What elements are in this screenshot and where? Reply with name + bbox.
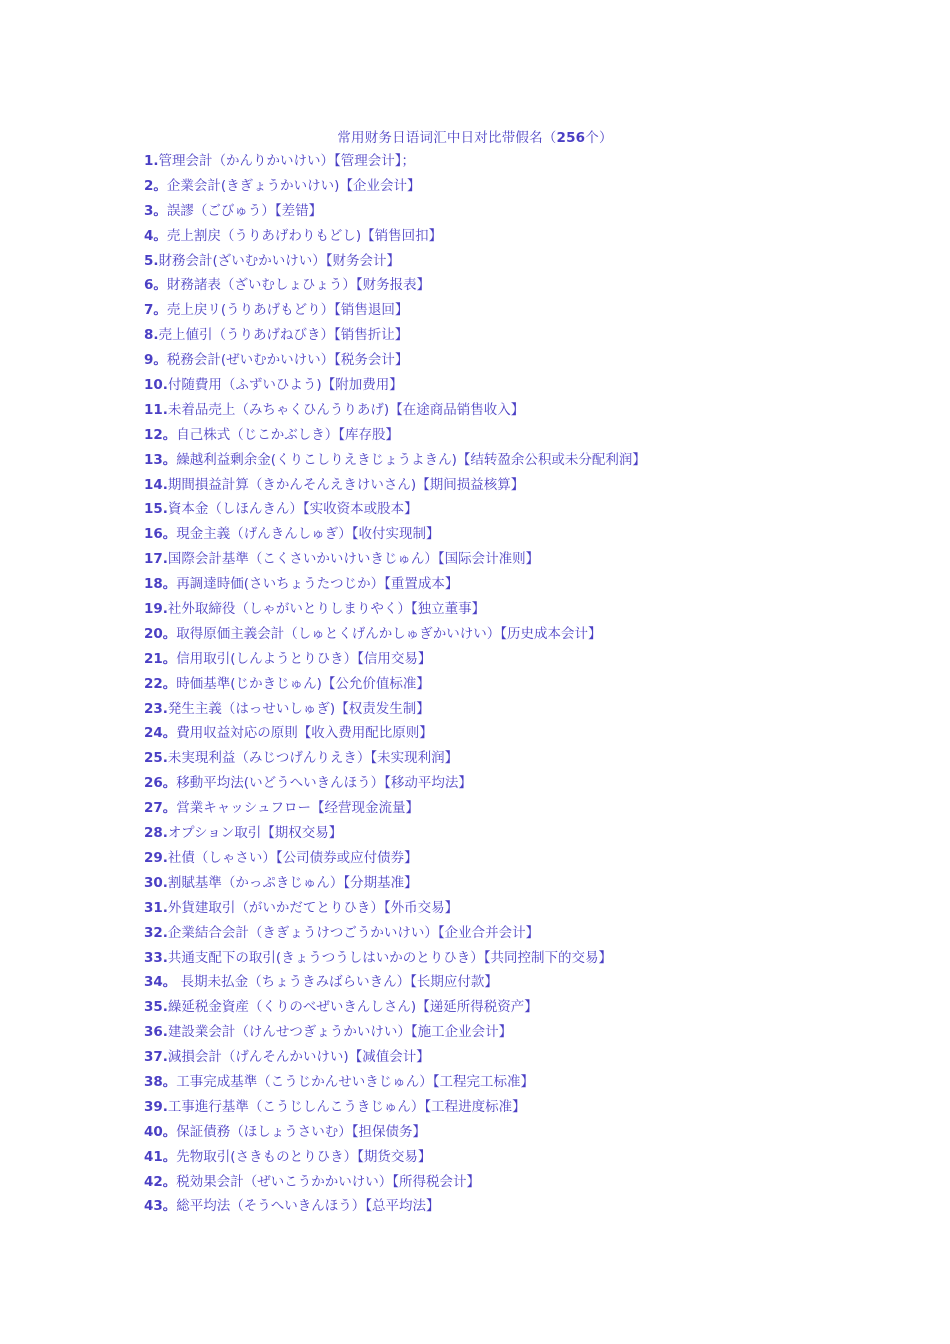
term-number: 19. [144,601,168,618]
list-item [144,948,646,973]
term-text: 売上割戻（うりあげわりもどし)【销售回扣】 [166,227,443,244]
list-item [144,325,646,350]
term-text: 税務会計(ぜいむかいけい）【税务会计】 [166,352,409,369]
list-item [144,201,646,226]
term-text: 売上値引（うりあげねびき）【销售折让】 [158,327,409,344]
term-text: 先物取引(さきものとりひき）【期货交易】 [176,1148,432,1165]
term-number: 29. [144,849,168,866]
list-item [144,848,646,873]
term-text: 外貨建取引（がいかだてとりひき）【外币交易】 [167,899,459,916]
term-number: 7。 [144,302,167,319]
term-number: 27。 [144,800,177,817]
list-item [144,624,646,649]
list-item [144,748,646,773]
term-number: 21。 [144,650,177,667]
term-number: 14. [144,476,168,493]
term-text: 繰延税金資産（くりのべぜいきんしさん)【递延所得税资产】 [167,999,538,1016]
term-number: 11. [144,401,168,418]
list-item [144,475,646,500]
term-number: 13。 [144,451,177,468]
list-item [144,400,646,425]
term-text: 期間損益計算（きかんそんえきけいさん)【期间损益核算】 [167,476,525,493]
term-number: 12。 [144,426,177,443]
term-number: 26。 [144,775,177,792]
list-item [144,873,646,898]
term-number: 15. [144,501,168,518]
term-text: 資本金（しほんきん）【实收资本或股本】 [167,501,418,518]
list-item [144,275,646,300]
term-text: 信用取引(しんようとりひき）【信用交易】 [176,650,432,667]
list-item [144,723,646,748]
term-number: 18。 [144,576,177,593]
list-item [144,773,646,798]
document-title [0,126,950,146]
term-number: 38。 [144,1073,177,1090]
list-item [144,649,646,674]
list-item [144,674,646,699]
term-number: 33. [144,949,168,966]
term-text: 長期未払金（ちょうきみばらいきん）【长期应付款】 [176,974,498,991]
term-number: 4。 [144,227,167,244]
term-number: 2。 [144,177,167,194]
term-number: 6。 [144,277,167,294]
list-item [144,499,646,524]
term-text: 費用収益対応の原則【收入费用配比原则】 [176,725,433,742]
list-item [144,350,646,375]
term-number: 25. [144,750,168,767]
list-item [144,1196,646,1221]
list-item [144,375,646,400]
term-number: 32. [144,924,168,941]
document-title-count: 256 [556,130,586,146]
term-text: 保証債務（ほしょうさいむ）【担保债务】 [176,1123,427,1140]
term-number: 3。 [144,202,167,219]
list-item [144,898,646,923]
list-item [144,699,646,724]
list-item [144,450,646,475]
term-number: 17. [144,551,168,568]
term-text: 未着品売上（みちゃくひんうりあげ)【在途商品销售收入】 [167,401,525,418]
term-text: 国際会計基準（こくさいかいけいきじゅん）【国际会计准则】 [167,551,540,568]
term-text: 財務諸表（ざいむしょひょう）【财务报表】 [166,277,431,294]
term-number: 39. [144,1098,168,1115]
term-text: 社債（しゃさい）【公司债券或应付债券】 [167,849,418,866]
list-item [144,972,646,997]
term-text: 現金主義（げんきんしゅぎ）【收付实现制】 [176,526,440,543]
term-text: 工事進行基準（こうじしんこうきじゅん）【工程进度标准】 [167,1098,526,1115]
document-title-suffix: 个） [585,130,613,146]
term-text: 割賦基準（かっぷきじゅん）【分期基准】 [167,874,418,891]
list-item [144,1122,646,1147]
term-number: 42。 [144,1173,177,1190]
list-item [144,923,646,948]
term-list [144,151,646,1221]
term-text: 未実現利益（みじつげんりえき）【未实现利润】 [167,750,459,767]
term-text: 再調達時価(さいちょうたつじか）【重置成本】 [176,576,459,593]
term-text: 共通支配下の取引(きょうつうしはいかのとりひき）【共同控制下的交易】 [167,949,612,966]
term-number: 34。 [144,974,177,991]
term-text: 発生主義（はっせいしゅぎ)【权责发生制】 [167,700,430,717]
list-item [144,1072,646,1097]
term-number: 30. [144,874,168,891]
list-item [144,549,646,574]
term-number: 31. [144,899,168,916]
term-text: 営業キャッシュフロー【经营现金流量】 [176,800,420,817]
list-item [144,599,646,624]
term-text: 総平均法（そうへいきんほう）【总平均法】 [176,1198,440,1215]
term-text: 自己株式（じこかぶしき）【库存股】 [176,426,400,443]
term-text: 繰越利益剰余金(くりこしりえきじょうよきん)【结转盈余公积或未分配利润】 [176,451,646,468]
list-item [144,1047,646,1072]
list-item [144,1097,646,1122]
term-number: 1. [144,153,159,169]
list-item [144,574,646,599]
term-text: 誤謬（ごびゅう）【差错】 [166,202,323,219]
term-text: 社外取締役（しゃがいとりしまりやく）【独立董事】 [167,601,486,618]
term-text: 工事完成基準（こうじかんせいきじゅん）【工程完工标准】 [176,1073,535,1090]
list-item [144,1147,646,1172]
term-text: 税効果会計（ぜいこうかかいけい）【所得税会计】 [176,1173,481,1190]
term-number: 40。 [144,1123,177,1140]
term-text: 企業会計(きぎょうかいけい)【企业会计】 [166,177,421,194]
term-number: 35. [144,999,168,1016]
term-text: 企業結合会計（きぎょうけつごうかいけい）【企业合并会计】 [167,924,540,941]
term-text: 移動平均法(いどうへいきんほう）【移动平均法】 [176,775,472,792]
term-text: 時価基準(じかきじゅん)【公允价值标准】 [176,675,430,692]
term-number: 8. [144,327,159,344]
term-number: 24。 [144,725,177,742]
term-number: 23. [144,700,168,717]
term-number: 37. [144,1049,168,1066]
list-item [144,226,646,251]
list-item [144,151,646,176]
list-item [144,176,646,201]
term-number: 22。 [144,675,177,692]
term-number: 5. [144,252,159,269]
term-number: 41。 [144,1148,177,1165]
list-item [144,798,646,823]
term-text: 売上戻リ(うりあげもどり）【销售退回】 [166,302,409,319]
term-number: 28. [144,825,168,842]
term-number: 9。 [144,352,167,369]
term-number: 10. [144,377,168,394]
list-item [144,251,646,276]
list-item [144,997,646,1022]
term-text: オプション取引【期权交易】 [167,825,343,842]
term-text: 管理会計（かんりかいけい）【管理会计】； [158,153,416,169]
list-item [144,1022,646,1047]
list-item [144,524,646,549]
list-item [144,823,646,848]
term-text: 建設業会計（けんせつぎょうかいけい）【施工企业会计】 [167,1024,513,1041]
list-item [144,300,646,325]
term-text: 付随費用（ふずいひよう)【附加费用】 [167,377,403,394]
term-text: 減損会計（げんそんかいけい)【减值会计】 [167,1049,430,1066]
term-number: 16。 [144,526,177,543]
term-number: 20。 [144,625,177,642]
term-number: 36. [144,1024,168,1041]
term-number: 43。 [144,1198,177,1215]
term-text: 取得原価主義会計（しゅとくげんかしゅぎかいけい）【历史成本会计】 [176,625,602,642]
list-item [144,425,646,450]
document-title-prefix: 常用财务日语词汇中日对比带假名（ [337,130,557,146]
list-item [144,1172,646,1197]
term-text: 財務会計(ざいむかいけい）【财务会计】 [158,252,401,269]
